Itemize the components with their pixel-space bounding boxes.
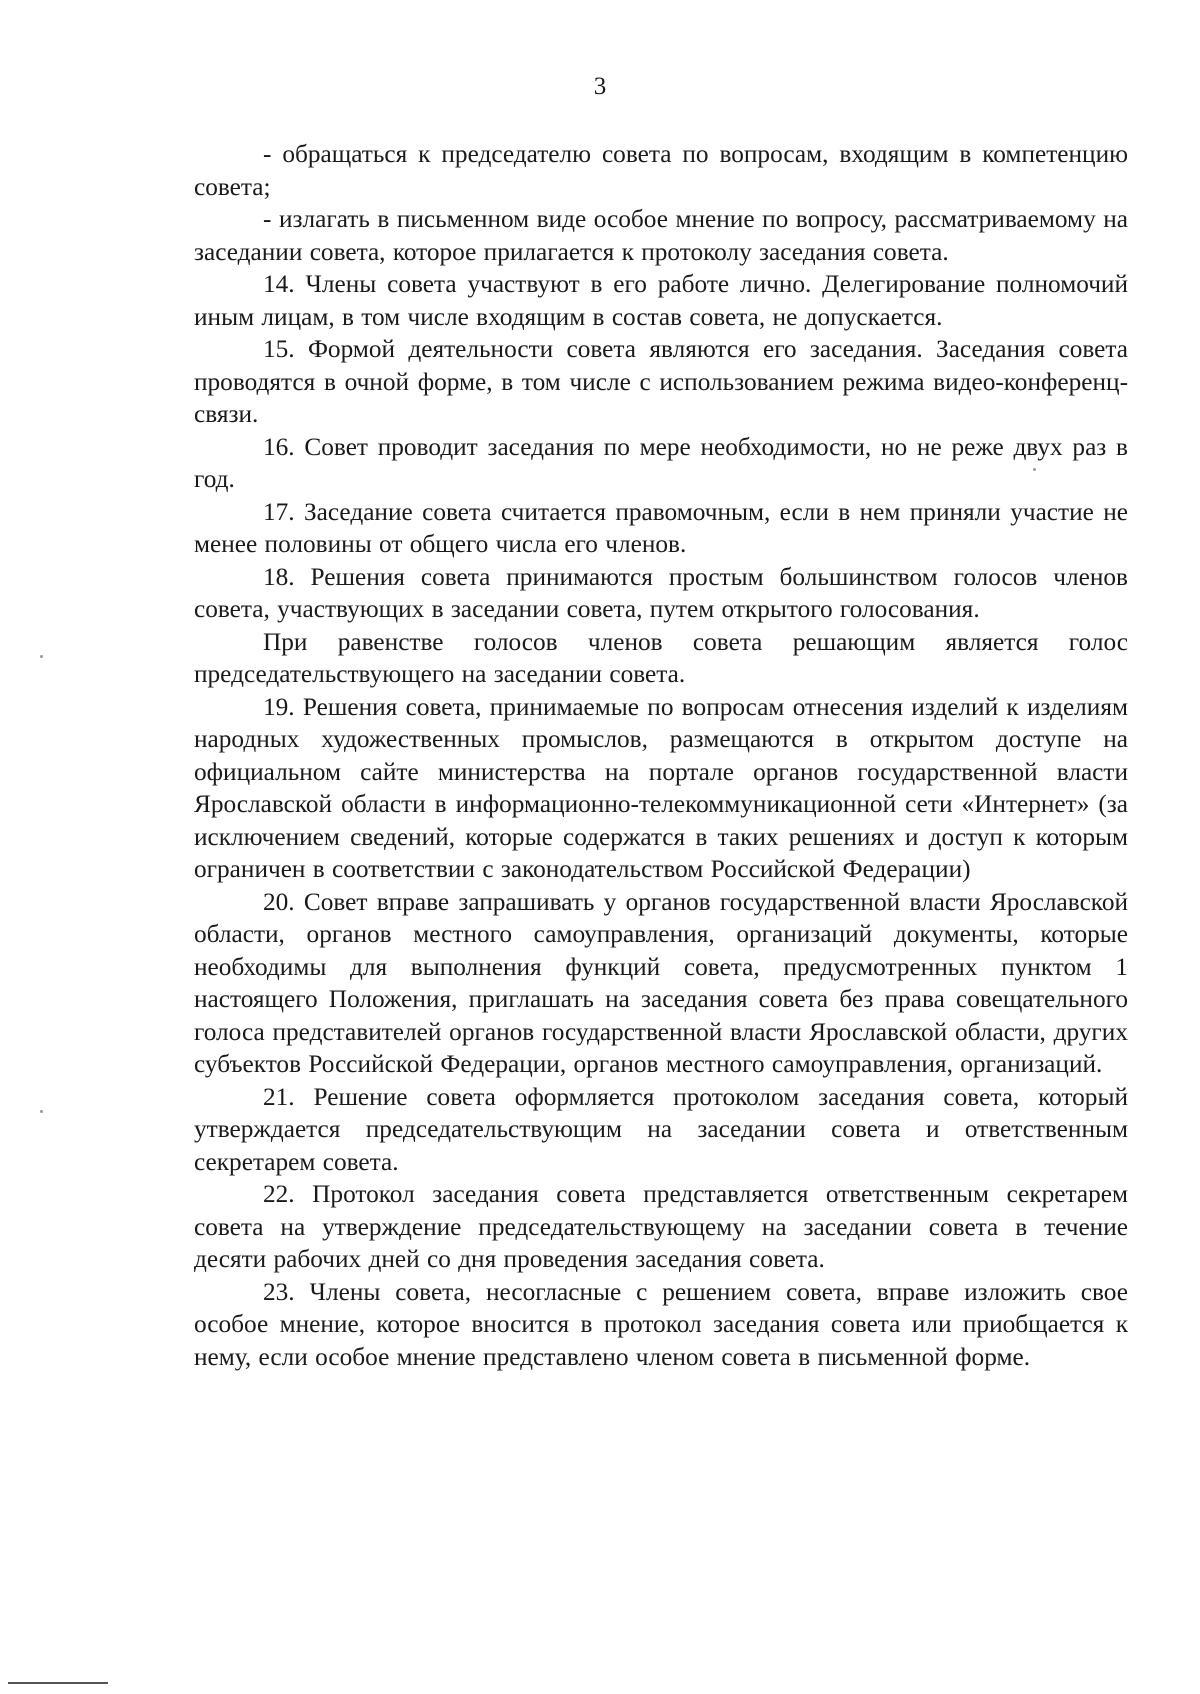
paragraph-right-appeal: - обращаться к председателю совета по вопросам, входящим в компетенцию совета; <box>194 140 1128 201</box>
paragraph-21: 21. Решение совета оформляется протоколом заседания совета, который утверждается председательствующим на заседании совета и ответственным секретарем совета. <box>194 1082 1128 1176</box>
paragraph-14: 14. Члены совета участвуют в его работе лично. Делегирование полномочий иным лицам, в том числе входящим в состав совета, не допускается. <box>194 270 1128 331</box>
paragraph-18: 18. Решения совета принимаются простым большинством голосов членов совета, участвующих в заседании совета, путем открытого голосования. <box>194 562 1128 623</box>
paragraph-23: 23. Члены совета, несогласные с решением совета, вправе изложить свое особое мнение, которое вносится в протокол заседания совета или приобщается к нему, если особое мнение представлено членом совета в письменной форме. <box>194 1277 1128 1371</box>
paragraph-16: 16. Совет проводит заседания по мере необходимости, но не реже двух раз в год. <box>194 432 1128 493</box>
scan-edge-mark <box>8 1682 108 1684</box>
paragraph-20: 20. Совет вправе запрашивать у органов государственной власти Ярославской области, органов местного самоуправления, организаций документы, которые необходимы для выполнения функций совета, предусмотренных пунктом 1 настоящего Положения, приглашать на заседания совета без права совещательного голоса представителей органов государственной власти Ярославской области, других субъектов Российской Федерации, органов местного самоуправления, организаций. <box>194 887 1128 1078</box>
paragraph-18-tie: При равенстве голосов членов совета решающим является голос председательствующего на заседании совета. <box>194 627 1128 688</box>
paragraph-19: 19. Решения совета, принимаемые по вопросам отнесения изделий к изделиям народных художественных промыслов, размещаются в открытом доступе на официальном сайте министерства на портале органов государственной власти Ярославской области в информационно-телекоммуникационной сети «Интернет» (за исключением сведений, которые содержатся в таких решениях и доступ к которым ограничен в соответствии с законодательством Российской Федерации) <box>194 692 1128 883</box>
paragraph-17: 17. Заседание совета считается правомочным, если в нем приняли участие не менее половины от общего числа его членов. <box>194 497 1128 558</box>
paragraph-15: 15. Формой деятельности совета являются его заседания. Заседания совета проводятся в очной форме, в том числе с использованием режима видео-конференц-связи. <box>194 335 1128 428</box>
page-number: 3 <box>593 73 607 100</box>
scan-speck <box>1033 468 1036 471</box>
scan-speck <box>40 655 43 658</box>
paragraph-right-opinion: - излагать в письменном виде особое мнение по вопросу, рассматриваемому на заседании совета, которое прилагается к протоколу заседания совета. <box>194 205 1128 266</box>
paragraph-22: 22. Протокол заседания совета представляется ответственным секретарем совета на утверждение председательствующему на заседании совета в течение десяти рабочих дней со дня проведения заседания совета. <box>194 1180 1128 1273</box>
scan-speck <box>40 1110 43 1113</box>
document-body <box>194 138 1128 1373</box>
